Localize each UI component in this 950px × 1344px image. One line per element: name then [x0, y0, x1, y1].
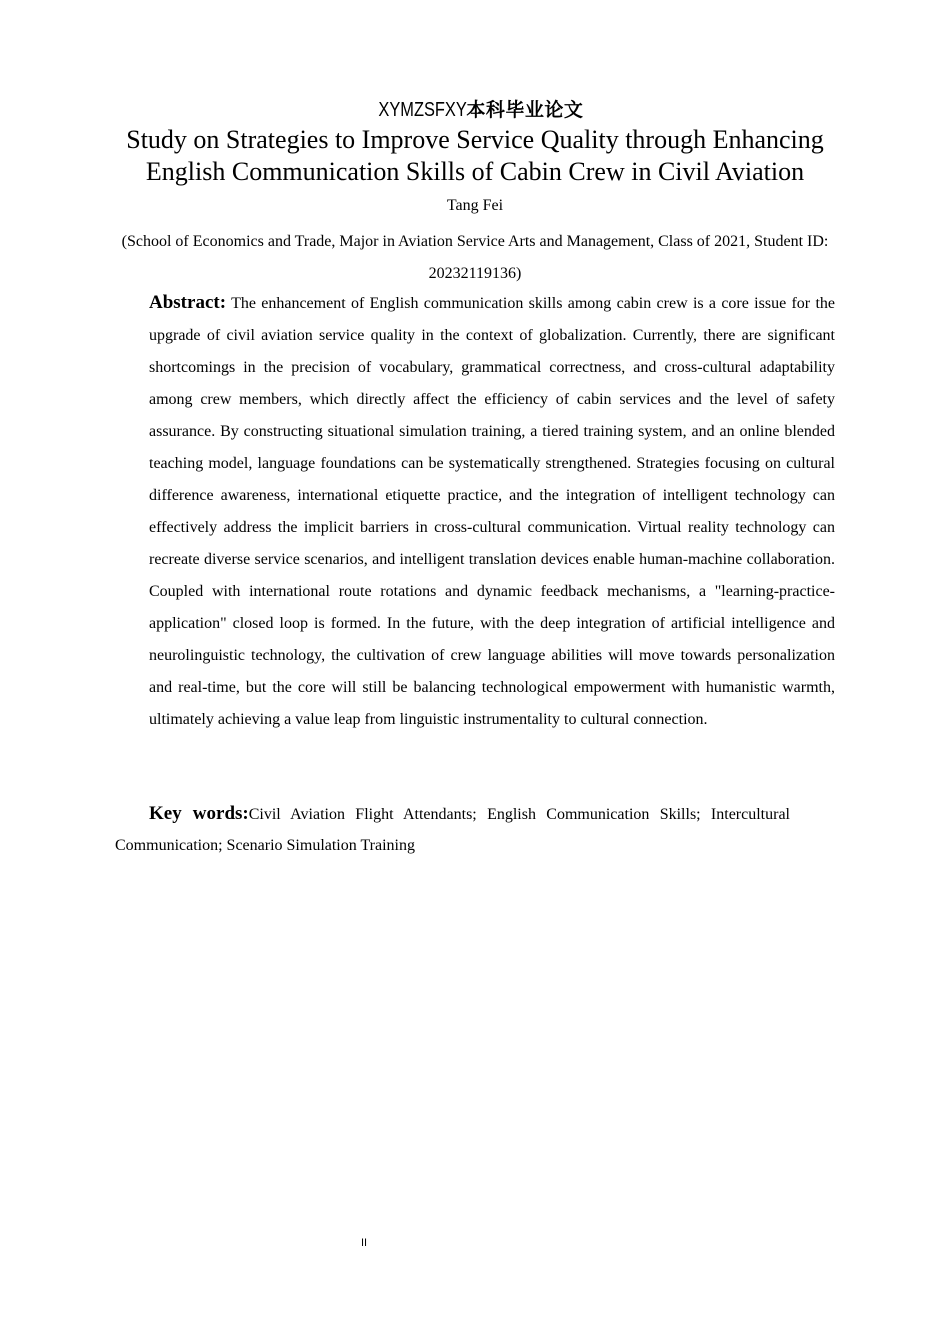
paper-title: Study on Strategies to Improve Service Quality through Enhancing English Communication Skills of Cabin Crew in Civil Aviation — [126, 125, 824, 186]
author-name: Tang Fei — [446, 197, 504, 214]
author-affiliation: (School of Economics and Trade, Major in Aviation Service Arts and Management, Class of 2021, Student ID: 20232119136) — [121, 233, 829, 282]
keywords-label: Key words: — [149, 803, 249, 824]
abstract-text: The enhancement of English communication skills among cabin crew is a core issue for the upgrade of civil aviation service quality in the context of globalization. Currently, there are significant shortcomings in the precision of vocabulary, grammatical correctness, and cross-cultural adaptability among crew members, which directly affect the efficiency of cabin services and the level of safety assurance. By constructing situational simulation training, a tiered training system, and an online blended teaching model, language foundations can be systematically strengthened. Strategies focusing on cultural difference awareness, international etiquette practice, and the integration of intelligent technology can effectively address the implicit barriers in cross-cultural communication. Virtual reality technology can recreate diverse service scenarios, and intelligent translation devices enable human-machine collaboration. Coupled with international route rotations and dynamic feedback mechanisms, a "learning-practice-application" closed loop is formed. In the future, with the deep integration of artificial intelligence and neurolinguistic technology, the cultivation of crew language abilities will move towards personalization and real-time, but the core will still be balancing technological empowerment with humanistic warmth, ultimately achieving a value leap from linguistic instrumentality to cultural connection. — [149, 295, 835, 728]
running-header — [0, 96, 950, 123]
header-thesis-type: 本科毕业论文 — [466, 99, 584, 121]
page-number: II — [360, 1237, 368, 1249]
keywords-text: Civil Aviation Flight Attendants; English Communication Skills; Intercultural Communication; Scenario Simulation Training — [115, 806, 791, 854]
abstract-paragraph — [149, 287, 835, 736]
abstract-label: Abstract: — [149, 292, 227, 313]
header-institution: XYMZSFXY — [377, 99, 467, 121]
keywords-paragraph — [115, 798, 790, 861]
